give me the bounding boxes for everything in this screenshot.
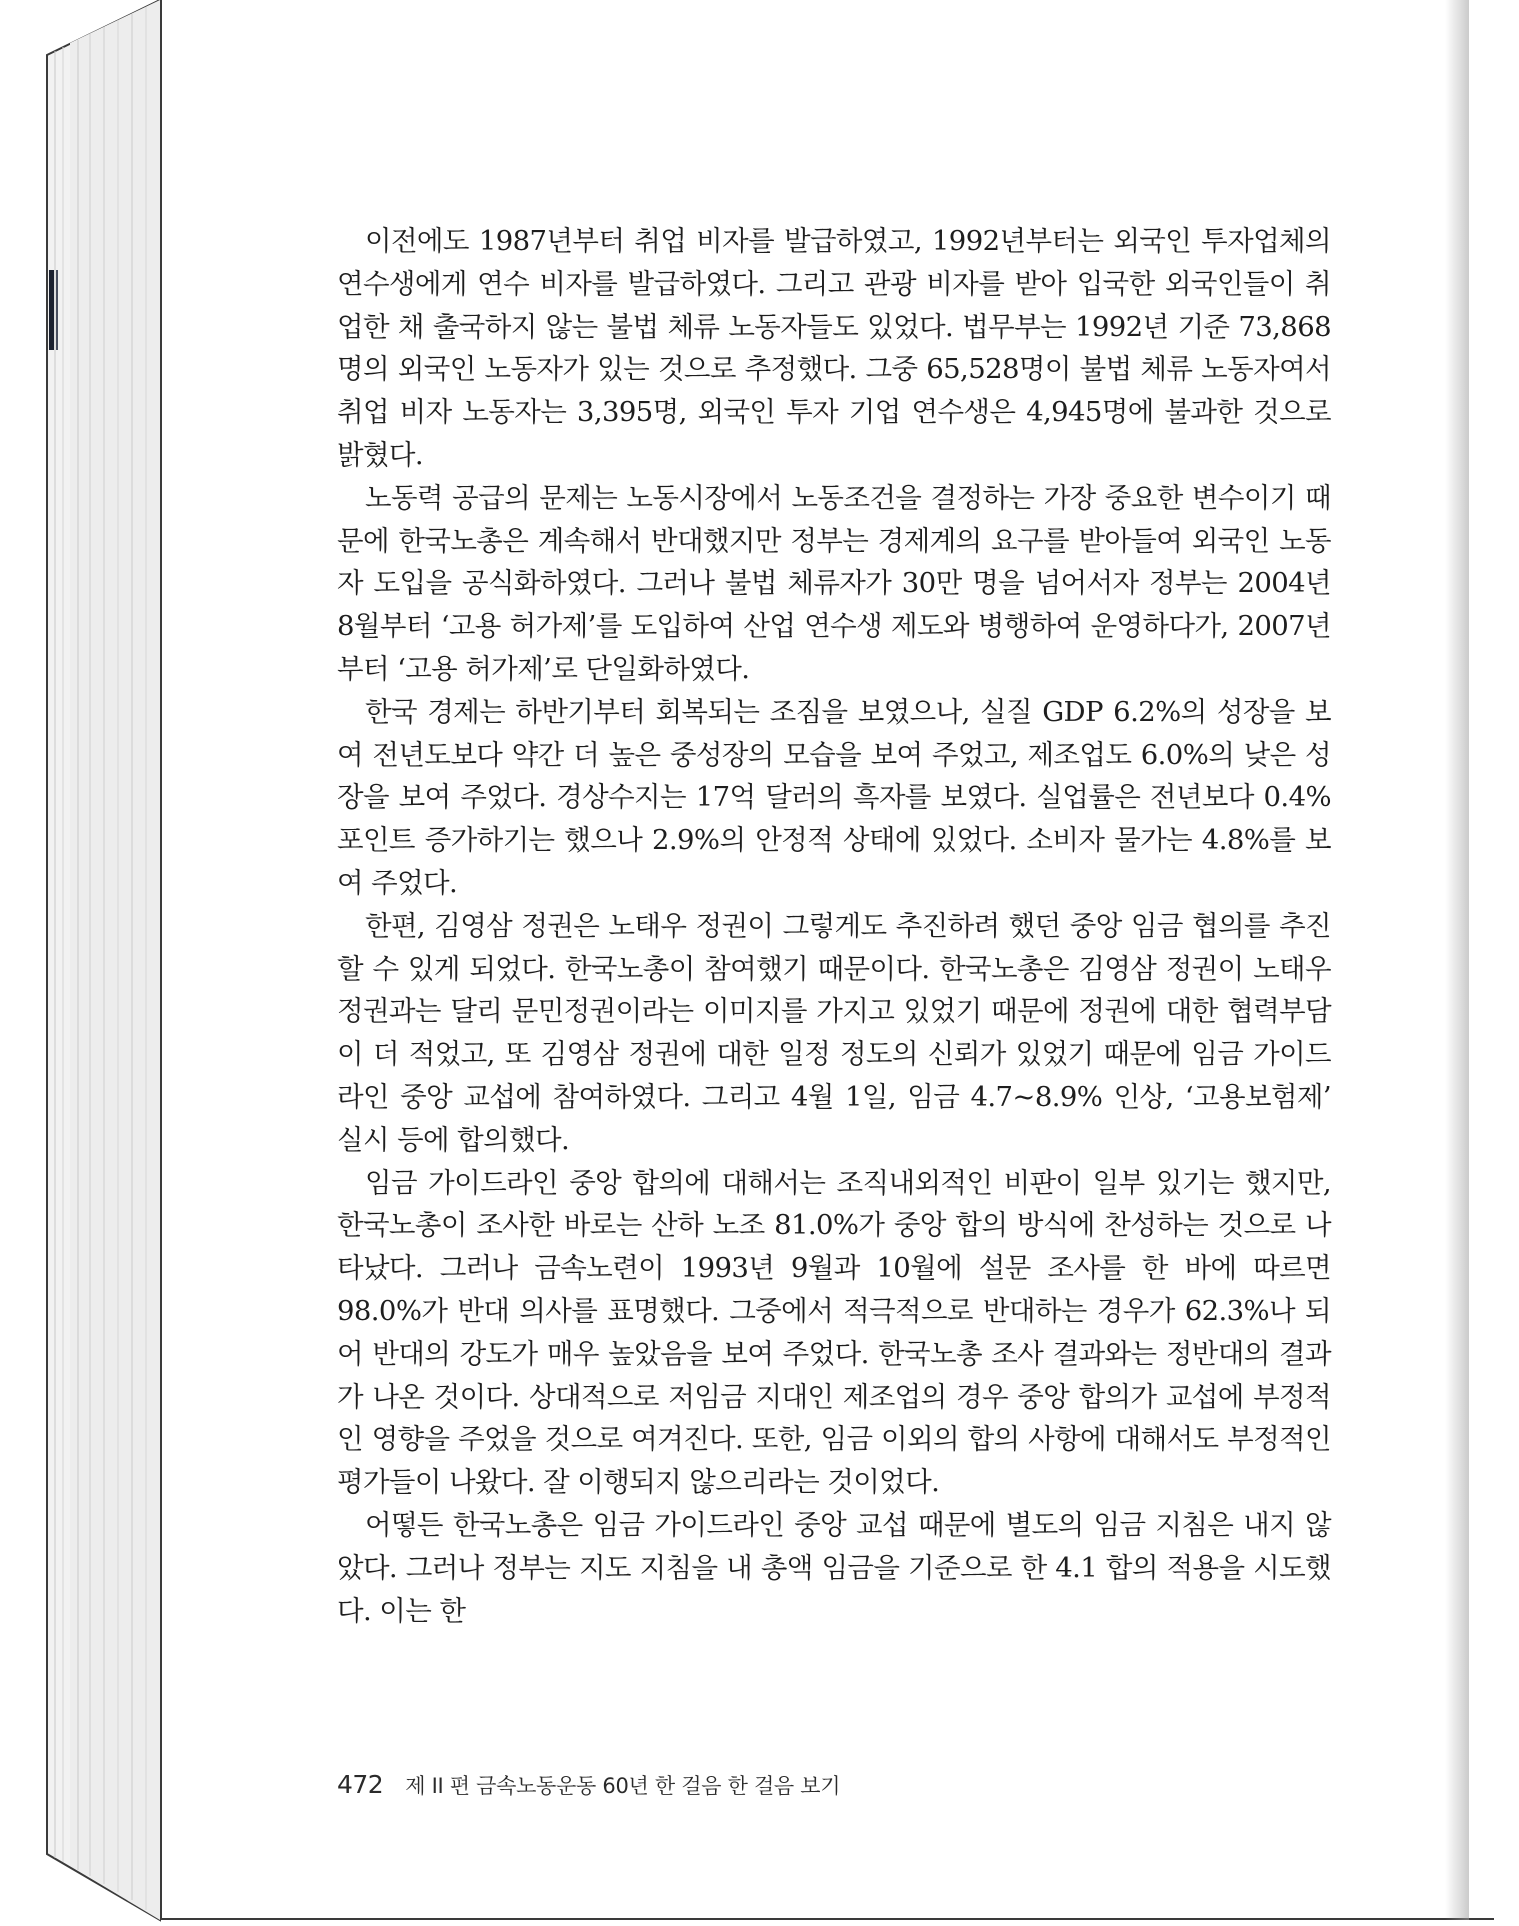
running-title: 제 II 편 금속노동운동 60년 한 걸음 한 걸음 보기 <box>405 1774 841 1798</box>
paragraph-2: 노동력 공급의 문제는 노동시장에서 노동조건을 결정하는 가장 중요한 변수이기 때문에 한국노총은 계속해서 반대했지만 정부는 경제계의 요구를 받아들여 외국인 노동자 도입을 공식화하였다. 그러나 불법 체류자가 30만 명을 넘어서자 정부는 2004년 8월부터 ‘고용 허가제’를 도입하여 산업 연수생 제도와 병행하여 운영하다가, 2007년부터 ‘고용 허가제’로 단일화하였다. <box>337 481 1331 685</box>
page-body-text <box>337 220 1331 1632</box>
page-footer <box>337 1770 840 1800</box>
paragraph-4: 한편, 김영삼 정권은 노태우 정권이 그렇게도 추진하려 했던 중앙 임금 협의를 추진할 수 있게 되었다. 한국노총이 참여했기 때문이다. 한국노총은 김영삼 정권이 노태우 정권과는 달리 문민정권이라는 이미지를 가지고 있었기 때문에 정권에 대한 협력부담이 더 적었고, 또 김영삼 정권에 대한 일정 정도의 신뢰가 있었기 때문에 임금 가이드라인 중앙 교섭에 참여하였다. 그리고 4월 1일, 임금 4.7~8.9% 인상, ‘고용보험제’ 실시 등에 합의했다. <box>337 909 1331 1156</box>
page-number: 472 <box>337 1770 384 1799</box>
page-gutter-shadow <box>1445 0 1469 1920</box>
paragraph-3: 한국 경제는 하반기부터 회복되는 조짐을 보였으나, 실질 GDP 6.2%의 성장을 보여 전년도보다 약간 더 높은 중성장의 모습을 보여 주었고, 제조업도 6.0%의 낮은 성장을 보여 주었다. 경상수지는 17억 달러의 흑자를 보였다. 실업률은 전년보다 0.4% 포인트 증가하기는 했으나 2.9%의 안정적 상태에 있었다. 소비자 물가는 4.8%를 보여 주었다. <box>337 695 1331 899</box>
paragraph-6: 어떻든 한국노총은 임금 가이드라인 중앙 교섭 때문에 별도의 임금 지침은 내지 않았다. 그러나 정부는 지도 지침을 내 총액 임금을 기준으로 한 4.1 합의 적용을 시도했다. 이는 한 <box>337 1508 1331 1627</box>
paragraph-1: 이전에도 1987년부터 취업 비자를 발급하였고, 1992년부터는 외국인 투자업체의 연수생에게 연수 비자를 발급하였다. 그리고 관광 비자를 받아 입국한 외국인들이 취업한 채 출국하지 않는 불법 체류 노동자들도 있었다. 법무부는 1992년 기준 73,868명의 외국인 노동자가 있는 것으로 추정했다. 그중 65,528명이 불법 체류 노동자여서 취업 비자 노동자는 3,395명, 외국인 투자 기업 연수생은 4,945명에 불과한 것으로 밝혔다. <box>337 225 1331 471</box>
paragraph-5: 임금 가이드라인 중앙 합의에 대해서는 조직내외적인 비판이 일부 있기는 했지만, 한국노총이 조사한 바로는 산하 노조 81.0%가 중앙 합의 방식에 찬성하는 것으로 나타났다. 그러나 금속노련이 1993년 9월과 10월에 설문 조사를 한 바에 따르면 98.0%가 반대 의사를 표명했다. 그중에서 적극적으로 반대하는 경우가 62.3%나 되어 반대의 강도가 매우 높았음을 보여 주었다. 한국노총 조사 결과와는 정반대의 결과가 나온 것이다. 상대적으로 저임금 지대인 제조업의 경우 중앙 합의가 교섭에 부정적인 영향을 주었을 것으로 여겨진다. 또한, 임금 이외의 합의 사항에 대해서도 부정적인 평가들이 나왔다. 잘 이행되지 않으리라는 것이었다. <box>337 1166 1331 1499</box>
